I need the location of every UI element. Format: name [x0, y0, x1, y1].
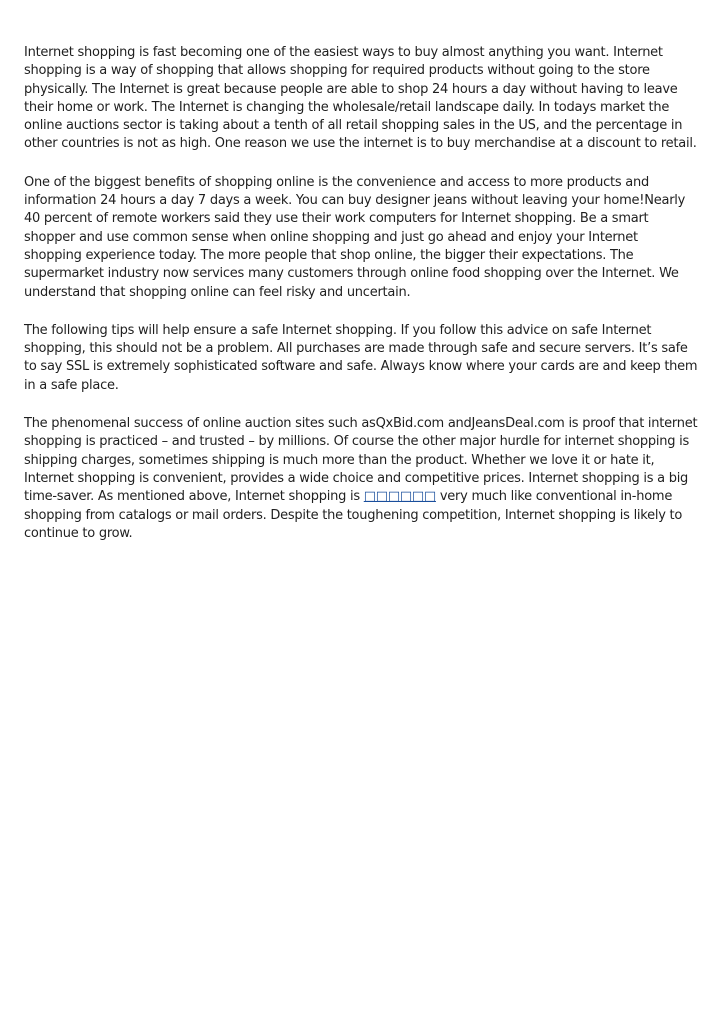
paragraph-4-text-after-link: very much like conventional in-home shopping from catalogs or mail orders. Despite the toughening competition, Internet shopping is likely to continue to grow.: [24, 489, 683, 541]
paragraph-4-text-before-link: The phenomenal success of online auction sites such asQxBid.com andJeansDeal.com is proof that internet shopping is practiced – and trusted – by millions. Of course the other major hurdle for internet shopping is shipping charges, sometimes shipping is much more than the product. Whether we love it or hate it, Internet shopping is convenient, provides a wide choice and competitive prices. Internet shopping is a big time-saver. As mentioned above, Internet shopping is: [24, 416, 698, 505]
paragraph-2: One of the biggest benefits of shopping online is the convenience and access to more products and information 24 hours a day 7 days a week. You can buy designer jeans without leaving your home!Nearly 40 percent of remote workers said they use their work computers for Internet shopping. Be a smart shopper and use common sense when online shopping and just go ahead and enjoy your Internet shopping experience today. The more people that shop online, the bigger their expectations. The supermarket industry now services many customers through online food shopping over the Internet. We understand that shopping online can feel risky and uncertain.: [24, 174, 686, 300]
paragraph-4: [24, 415, 698, 543]
paragraph-1: Internet shopping is fast becoming one of the easiest ways to buy almost anything you want. Internet shopping is a way of shopping that allows shopping for required products without going to the store physically. The Internet is great because people are able to shop 24 hours a day without having to leave their home or work. The Internet is changing the wholesale/retail landscape daily. In todays market the online auctions sector is taking about a tenth of all retail shopping sales in the US, and the percentage in other countries is not as high. One reason we use the internet is to buy merchandise at a discount to retail.: [24, 45, 697, 152]
paragraph-3: The following tips will help ensure a safe Internet shopping. If you follow this advice on safe Internet shopping, this should not be a problem. All purchases are made through safe and secure servers. It’s safe to say SSL is extremely sophisticated software and safe. Always know where your cards are and keep them in a safe place.: [24, 322, 698, 393]
document-body: [24, 44, 698, 563]
inline-link[interactable]: □□□□□□: [363, 489, 436, 505]
